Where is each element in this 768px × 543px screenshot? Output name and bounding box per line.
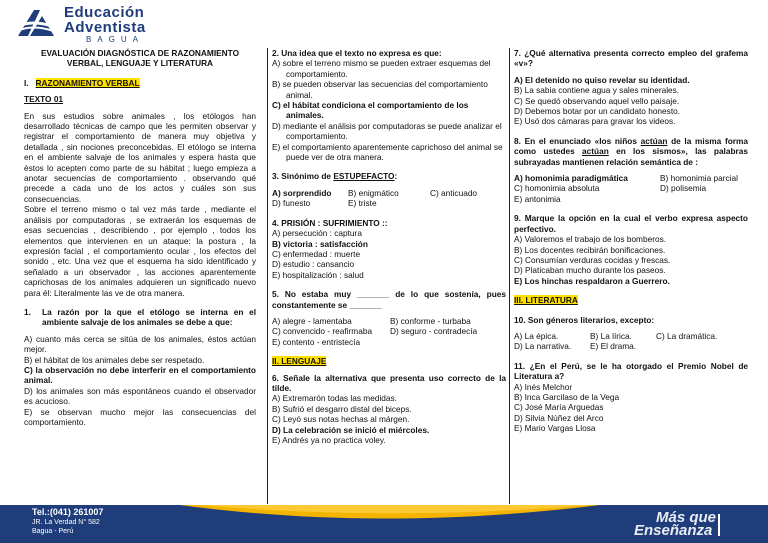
footer-city: Bagua - Perú	[32, 528, 74, 535]
option-d: D) polisemia	[660, 183, 707, 194]
question-6: 6. Señale la alternativa que presenta uso correcto de la tilde.	[272, 372, 506, 393]
question-11: 11. ¿En el Perú, se le ha otorgado el Premio Nobel de Literatura a?	[514, 360, 748, 382]
option-b: B) La sabia contiene agua y sales minerales.	[514, 85, 680, 96]
brand-line3: BAGUA	[86, 35, 145, 44]
footer-contact	[32, 508, 103, 537]
question-text: 3. Sinónimo de	[272, 171, 332, 182]
reading-paragraph-1: En sus estudios sobre animales , los etólogos han desarrollado técnicas de campo que les permiten observar y registrar el comportamiento de manera muy objetiva y detallada , sin nociones preconcebidas. El etólogo se interna en el ambiente salvaje de los animales y espera hasta que éstos lo acepten como parte de su hábitat ; luego empieza a anotar secuencias de comportamiento . observando qué precede a cada uno de los actos y cuáles son sus consecuencias.	[24, 110, 256, 204]
footer-slogan-line2: Enseñanza	[633, 522, 713, 539]
option-a: A) Extremarón todas las medidas.	[272, 393, 397, 404]
brand-line2: Adventista	[64, 19, 146, 36]
question-2: 2. Una idea que el texto no expresa es que:	[272, 48, 442, 58]
question-4: 4. PRISIÓN : SUFRIMIENTO ::	[272, 217, 388, 228]
option-d: D) Platicaban mucho durante los paseos.	[514, 265, 666, 276]
reading-paragraph-2: Sobre el terreno mismo o tal vez más tarde , mediante el análisis por computadoras , se extraerán los esquemas de esas secuencias , describiendo , por ejemplo , todos los elementos que intervienen en un ataque: la postura , la expresión facial , el comportamiento ocular , los efectos del sonido , etc. Una vez que el esquema ha sido identificado y señalado a un observador , las acciones aparentemente caprichosas de los animales adquieren un significado nuevo para él: Literalmente las ve de otra manera.	[24, 204, 256, 298]
footer-phone: Tel.:(041) 261007	[32, 507, 104, 517]
options-row-1	[272, 316, 506, 326]
section-heading-2	[272, 356, 506, 366]
section-title: III. LITERATURA	[514, 295, 578, 306]
option-b: B) enigmático	[348, 187, 399, 198]
option-a: A) sobre el terreno mismo se pueden extraer esquemas del comportamiento.	[272, 58, 491, 79]
option-b: B) Los docentes recibirán bonificaciones.	[514, 244, 666, 255]
keyword: ESTUPEFACTO	[333, 171, 395, 182]
option-e: E) Andrés ya no practica voley.	[272, 435, 386, 445]
options-row-2	[514, 341, 748, 351]
option-c: C) Se quedó observando aquel vello paisaje.	[514, 95, 680, 106]
option-c: C) convencido - reafirmaba	[272, 326, 373, 337]
question-3	[272, 171, 506, 181]
question-10: 10. Son géneros literarios, excepto:	[514, 314, 655, 325]
option-c: C) anticuado	[430, 187, 478, 198]
section-number: I.	[24, 77, 29, 88]
question-text: La razón por la que el etólogo se interna en el ambiente salvaje de los animales se debe a que:	[42, 306, 256, 328]
question-8	[514, 136, 748, 167]
option-b: B) se pueden observar las secuencias del comportamiento animal.	[272, 79, 488, 100]
options-row-2	[272, 198, 506, 208]
option-d: D) los animales son más espontáneos cuando el observador es acucioso.	[24, 385, 256, 407]
option-b: B) homonimia parcial	[660, 173, 738, 184]
option-d: D) La narrativa.	[514, 341, 572, 352]
column-1	[24, 48, 256, 427]
option-d: D) Silvia Núñez del Arco	[514, 412, 604, 423]
option-d: D) Debemos botar por un candidato honesto.	[514, 106, 681, 117]
option-d: D) La celebración se inició el miércoles.	[272, 424, 430, 435]
option-c: C) homonimia absoluta	[514, 183, 600, 194]
option-a: A) Valoremos el trabajo de los bomberos.	[514, 234, 667, 245]
option-c: C) José María Arguedas	[514, 402, 604, 413]
option-e: E) se observan mucho mejor las consecuencias del comportamiento.	[24, 406, 256, 427]
question-number: 1.	[24, 306, 31, 317]
option-e: E) hospitalización : salud	[272, 269, 364, 280]
option-a: A) El detenido no quiso revelar su identidad.	[514, 74, 690, 85]
underlined-word: actúan	[582, 146, 609, 157]
option-b: B) La lírica.	[590, 330, 632, 341]
options-row-1	[514, 173, 748, 183]
option-c: C) La dramática.	[656, 330, 718, 341]
text-label: TEXTO 01	[24, 94, 64, 105]
option-c: C) enfermedad : muerte	[272, 248, 361, 259]
option-a: A) Inés Melchor	[514, 381, 573, 392]
question-9: 9. Marque la opción en la cual el verbo expresa aspecto perfectivo.	[514, 213, 748, 234]
option-d: D) funesto	[272, 198, 311, 209]
option-d: D) estudio : cansancio	[272, 259, 355, 270]
option-c: C) el hábitat condiciona el comportamiento de los animales.	[272, 100, 469, 121]
option-d: D) mediante el análisis por computadoras se puede analizar el comportamiento.	[272, 120, 502, 142]
page-title-line1: EVALUACIÓN DIAGNÓSTICA DE RAZONAMIENTO	[40, 48, 240, 58]
option-e: E) El drama.	[590, 341, 637, 352]
question-colon: :	[394, 171, 398, 182]
brand-line1: Educación	[64, 4, 145, 21]
option-e: E) Mario Vargas Llosa	[514, 423, 596, 434]
column-3	[509, 48, 748, 504]
option-e: E) contento - entristecía	[272, 336, 361, 347]
option-e: E) antonimia	[514, 193, 561, 204]
option-b: B) conforme - turbaba	[390, 315, 471, 326]
question-text: en los sismos», las palabras subrayadas mantienen relación semántica de :	[514, 146, 749, 167]
column-2	[267, 48, 506, 504]
brand-name	[64, 5, 146, 44]
section-heading-3	[514, 295, 748, 305]
section-title: RAZONAMIENTO VERBAL	[35, 77, 140, 88]
footer-slogan-line1: Más que	[655, 509, 716, 526]
question-text: 8. En el enunciado «los niños	[514, 135, 637, 146]
options-row-1	[514, 331, 748, 341]
footer-divider	[718, 514, 720, 536]
option-b: B) victoria : satisfacción	[272, 238, 368, 249]
options-row-2	[272, 326, 506, 336]
option-a: A) La épica.	[514, 330, 559, 341]
adventist-logo-icon	[14, 6, 58, 40]
option-b: B) Inca Garcilaso de la Vega	[514, 391, 620, 402]
option-c: C) Consumían verduras cocidas y frescas.	[514, 254, 671, 265]
question-1	[24, 307, 256, 328]
option-c: C) la observación no debe interferir en el comportamiento animal.	[24, 364, 256, 386]
options-row-1	[272, 188, 506, 198]
header	[0, 0, 768, 42]
question-text: de la misma forma como ustedes	[514, 135, 749, 157]
option-e: E) el comportamiento aparentemente caprichoso del animal se puede ver de otra manera.	[272, 141, 503, 163]
section-heading-1	[24, 78, 256, 88]
option-e: E) Usó dos cámaras para gravar los videos.	[514, 116, 676, 127]
option-e: E) Los hinchas respaldaron a Guerrero.	[514, 275, 670, 286]
question-5: 5. No estaba muy _______ de lo que sostenía, pues constantemente se _______	[272, 289, 506, 310]
footer	[0, 505, 768, 543]
option-c: C) Leyó sus notas hechas al márgen.	[272, 414, 410, 425]
option-d: D) seguro - contradecía	[390, 326, 478, 337]
option-b: B) el hábitat de los animales debe ser respetado.	[24, 354, 205, 365]
option-a: A) cuanto más cerca se sitúa de los animales, éstos actúan mejor.	[24, 333, 256, 355]
question-7: 7. ¿Qué alternativa presenta correcto empleo del grafema «v»?	[514, 48, 748, 69]
page-title-line2: VERBAL, LENGUAJE Y LITERATURA	[66, 58, 214, 69]
option-a: A) sorprendido	[272, 187, 332, 198]
option-a: A) homonimia paradigmática	[514, 173, 628, 184]
option-b: B) Sufrió el desgarro distal del biceps.	[272, 403, 412, 414]
option-e: E) triste	[348, 198, 377, 209]
options-row-2	[514, 183, 748, 193]
footer-slogan	[634, 511, 716, 537]
option-a: A) persecución : captura	[272, 228, 362, 239]
footer-address: JR. La Verdad N° 582	[32, 518, 100, 526]
option-a: A) alegre - lamentaba	[272, 315, 352, 326]
underlined-word: actúan	[640, 135, 668, 146]
section-title: II. LENGUAJE	[272, 356, 327, 367]
